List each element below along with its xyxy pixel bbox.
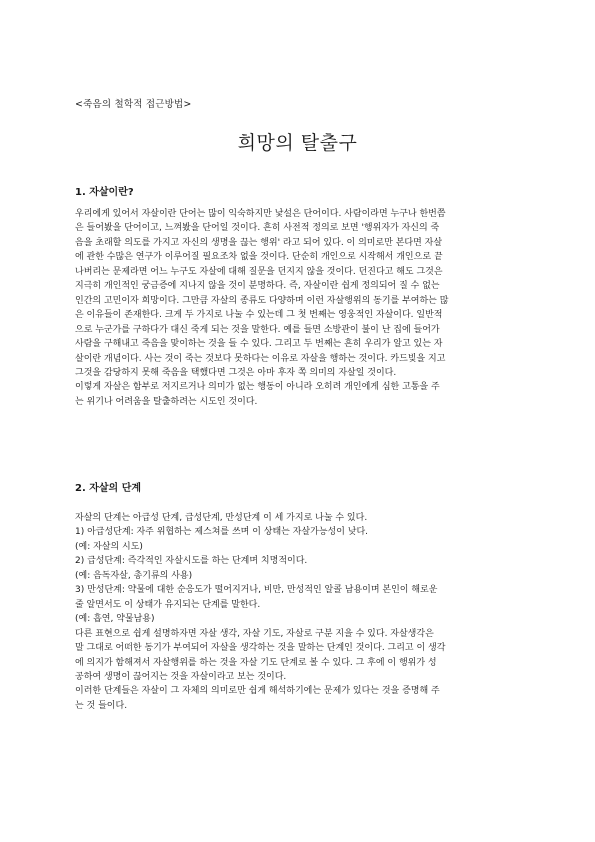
body-line: (예: 자살의 시도)	[75, 541, 143, 552]
document-title: 희망의 탈출구	[237, 132, 358, 154]
body-line: 줄 알면서도 이 상태가 유지되는 단계를 말한다.	[75, 599, 261, 610]
body-line: 음을 초래할 의도를 가지고 자신의 생명을 끊는 행위' 라고 되어 있다. 이 의미로만 본다면 자살	[75, 237, 443, 248]
body-line: 에 의지가 함해져서 자살행위를 하는 것을 자살 기도 단계로 볼 수 있다. 그 후에 이 행위가 성	[75, 657, 437, 668]
section-2-body	[75, 511, 525, 713]
body-line: 3) 만성단계: 약물에 대한 순응도가 떨어지거나, 비만, 만성적인 알콜 남용이며 본인이 해로운	[75, 585, 438, 596]
body-line: 은 이유들이 존재한다. 크게 두 가지로 나눌 수 있는데 그 첫 번째는 영웅적인 자살이다. 일반적	[75, 310, 443, 321]
body-line: 사람을 구해내고 죽음을 맞이하는 것을 들 수 있다. 그리고 두 번째는 흔히 우리가 알고 있는 자	[75, 339, 443, 350]
section-1-heading: 1. 자살이란?	[75, 187, 134, 198]
body-line: (예: 음독자살, 총기류의 사용)	[75, 570, 193, 581]
body-line: 이러한 단계들은 자살이 그 자체의 의미로만 쉽게 해석하기에는 문제가 있다는 것을 증명해 주	[75, 686, 440, 697]
document-subtitle: <죽음의 철학적 접근방법>	[75, 99, 192, 110]
body-line: 말 그대로 어떠한 동기가 부여되어 자살을 생각하는 것을 말하는 단계인 것이다. 그리고 이 생각	[75, 643, 446, 654]
body-line: 다른 표현으로 쉽게 설명하자면 자살 생각, 자살 기도, 자살로 구분 지을 수 있다. 자살생각은	[75, 628, 434, 639]
body-line: 나버리는 문제라면 어느 누구도 자살에 대해 질문을 던지지 않을 것이다. 던진다고 해도 그것은	[75, 266, 443, 277]
body-line: 1) 아급성단계: 자주 위협하는 제스쳐를 쓰며 이 상태는 자살가능성이 낮다.	[75, 527, 369, 538]
body-line: 은 들어봤을 단어이고, 느껴봤을 단어일 것이다. 흔히 사전적 정의로 보면 '행위자가 자신의 죽	[75, 223, 440, 234]
body-line: (예: 흡연, 약물남용)	[75, 614, 155, 625]
body-line: 살이란 개념이다. 사는 것이 죽는 것보다 못하다는 이유로 자살을 행하는 것이다. 카드빚을 지고	[75, 353, 446, 364]
body-line: 우리에게 있어서 자살이란 단어는 많이 익숙하지만 낯설은 단어이다. 사람이라면 누구나 한번쯤	[75, 209, 446, 219]
body-line: 자살의 단계는 아급성 단계, 급성단계, 만성단계 이 세 가지로 나눌 수 있다.	[75, 513, 368, 523]
body-line: 이렇게 자살은 함부로 저지르거나 의미가 없는 행동이 아니라 오히려 개인에게 심한 고통을 주	[75, 382, 440, 393]
body-line: 는 위기나 어려움을 탈출하려는 시도인 것이다.	[75, 396, 258, 407]
body-line: 으로 누군가를 구하다가 대신 죽게 되는 것을 말한다. 예를 들면 소방관이 불이 난 집에 들어가	[75, 324, 440, 335]
body-line: 그것을 감당하지 못해 죽음을 택했다면 그것은 아마 후자 쪽 의미의 자살일 것이다.	[75, 367, 397, 378]
body-line: 지극히 개인적인 궁금증에 지나지 않을 것이 분명하다. 즉, 자살이란 쉽게 정의되어 질 수 없는	[75, 281, 440, 292]
body-line: 인간의 고민이자 희망이다. 그만큼 자살의 종류도 다양하며 이런 자살행위의 동기를 부여하는 많	[75, 295, 449, 306]
section-2-heading: 2. 자살의 단계	[75, 483, 142, 494]
body-line: 2) 급성단계: 즉각적인 자살시도를 하는 단계며 치명적이다.	[75, 556, 308, 567]
body-line: 공하여 생명이 끊어지는 것을 자살이라고 보는 것이다.	[75, 671, 287, 682]
body-line: 는 것 들이다.	[75, 700, 128, 711]
section-1-body	[75, 207, 525, 409]
body-line: 에 관한 수많은 연구가 이루어질 필요조차 없을 것이다. 단순히 개인으로 시작해서 개인으로 끝	[75, 252, 443, 263]
